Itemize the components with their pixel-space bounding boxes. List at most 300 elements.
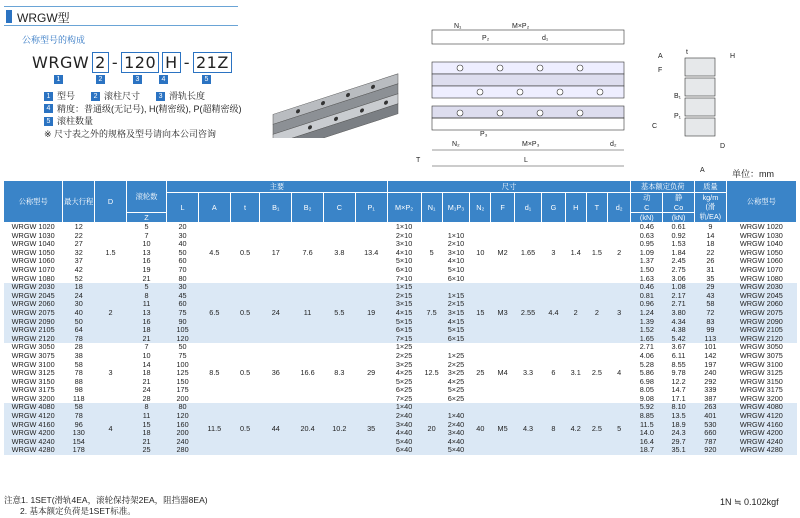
table-cell: 60	[167, 257, 199, 266]
hdr-b2: B₂	[292, 193, 324, 223]
table-cell: 29.7	[663, 438, 695, 447]
table-cell: 5	[421, 223, 442, 284]
table-cell: 58	[63, 361, 95, 370]
table-cell: 0.95	[631, 240, 663, 249]
table-cell: 175	[167, 386, 199, 395]
table-cell: 150	[167, 378, 199, 387]
table-cell: WRGW 1030	[726, 232, 796, 241]
label-c: C	[652, 123, 658, 130]
table-row	[4, 343, 797, 352]
label-l: L	[524, 157, 528, 164]
table-cell: 2.75	[663, 266, 695, 275]
product-photo	[268, 58, 413, 138]
hdr-h: H	[565, 193, 586, 223]
hdr-l: L	[167, 193, 199, 223]
legend-text: 精度：普通级(无记号), H(精密级), P(超精密级)	[57, 103, 242, 114]
hdr-mass: 质量	[694, 181, 726, 193]
table-cell: WRGW 2075	[4, 309, 63, 318]
table-row	[4, 283, 797, 292]
table-cell: 5×15	[442, 326, 470, 335]
table-cell: 4×40	[442, 438, 470, 447]
table-cell: WRGW 2120	[4, 335, 63, 344]
table-cell: 4.5	[198, 223, 230, 284]
table-cell: 6×10	[442, 275, 470, 284]
label-d: D	[720, 143, 726, 150]
table-cell: 4×10	[387, 249, 421, 258]
unit-label: 单位：mm	[732, 169, 774, 179]
legend-num: 1	[44, 92, 53, 101]
table-cell: 197	[694, 361, 726, 370]
table-cell: 6.98	[631, 378, 663, 387]
hdr-d2: d₂	[607, 193, 630, 223]
table-cell	[442, 223, 470, 232]
table-cell: 660	[694, 429, 726, 438]
table-cell: 16.6	[292, 343, 324, 403]
table-cell: 1×40	[442, 412, 470, 421]
table-cell: 3	[607, 283, 630, 343]
table-row	[4, 403, 797, 412]
table-cell: 14.7	[663, 386, 695, 395]
label-side-t: t	[686, 49, 688, 56]
legend-text: 型号	[57, 91, 76, 101]
table-cell: WRGW 2090	[726, 318, 796, 327]
table-cell: 42	[63, 266, 95, 275]
label-a: A	[658, 53, 663, 60]
number-badge: 3	[133, 75, 142, 84]
table-cell: 2.55	[514, 283, 542, 343]
table-cell: 8.10	[663, 403, 695, 412]
table-cell: 5×25	[442, 386, 470, 395]
table-cell: 5×15	[387, 318, 421, 327]
hdr-model2: 公称型号	[726, 181, 796, 223]
table-cell: 50	[167, 249, 199, 258]
legend-num: 4	[44, 104, 53, 113]
table-cell: WRGW 2045	[726, 292, 796, 301]
table-cell: WRGW 1080	[726, 275, 796, 284]
table-cell: WRGW 3075	[4, 352, 63, 361]
table-cell: 5	[126, 223, 166, 232]
table-cell	[442, 343, 470, 352]
table-cell: 30	[167, 232, 199, 241]
table-cell: 10.2	[323, 403, 355, 455]
title-marker	[6, 10, 12, 23]
legend-num: 2	[91, 92, 100, 101]
table-cell: 1.09	[631, 249, 663, 258]
number-badge: 1	[54, 75, 63, 84]
table-cell: 2.71	[663, 300, 695, 309]
label-f: F	[658, 67, 663, 74]
table-cell: WRGW 1050	[4, 249, 63, 258]
legend-text: 滚柱尺寸	[104, 91, 141, 101]
table-cell: 3.8	[323, 223, 355, 284]
legend-note: ※ 尺寸表之外的规格及型号请向本公司咨询	[44, 128, 217, 139]
label-h: H	[730, 53, 736, 60]
table-cell: 13	[126, 309, 166, 318]
table-cell: 43	[694, 292, 726, 301]
table-cell: 4.4	[542, 283, 565, 343]
table-cell: 4	[95, 403, 127, 455]
table-cell: 6.5	[198, 283, 230, 343]
table-cell: 8	[126, 292, 166, 301]
table-cell: WRGW 4240	[726, 438, 796, 447]
table-cell: 5×10	[442, 266, 470, 275]
label-p2: P₂	[482, 35, 490, 42]
table-cell: 78	[63, 412, 95, 421]
table-cell: 11	[126, 300, 166, 309]
table-cell: 1.52	[631, 326, 663, 335]
table-cell: 32	[63, 249, 95, 258]
table-cell: 118	[63, 395, 95, 404]
table-cell: 0.81	[631, 292, 663, 301]
table-cell: 6.11	[663, 352, 695, 361]
table-cell: 4.38	[663, 326, 695, 335]
table-cell: 36	[260, 343, 292, 403]
table-cell: 35.1	[663, 446, 695, 455]
hdr-static: 静 Co	[663, 193, 695, 213]
table-cell: WRGW 3125	[726, 369, 796, 378]
table-cell: 1.08	[663, 283, 695, 292]
hdr-dims: 尺寸	[387, 181, 631, 193]
hdr-stroke: 最大行程	[63, 181, 95, 223]
table-cell: 3×40	[387, 421, 421, 430]
table-cell: 11.5	[631, 421, 663, 430]
hdr-kn1: (kN)	[631, 213, 663, 223]
hdr-m1p3: M₁P₃	[442, 193, 470, 223]
table-cell: 44	[260, 403, 292, 455]
label-d1: d₁	[542, 35, 549, 42]
subtitle: 公称型号的构成	[22, 35, 86, 45]
table-cell: 10	[126, 240, 166, 249]
table-cell: 75	[167, 352, 199, 361]
table-cell: WRGW 4120	[4, 412, 63, 421]
table-cell: 16	[126, 318, 166, 327]
table-cell: WRGW 2060	[4, 300, 63, 309]
table-cell: WRGW 2030	[4, 283, 63, 292]
table-cell: 80	[167, 275, 199, 284]
hdr-z: Z	[126, 213, 166, 223]
table-cell: 21	[126, 438, 166, 447]
table-cell: 2×40	[387, 412, 421, 421]
table-cell: 5	[607, 403, 630, 455]
table-cell: WRGW 1030	[4, 232, 63, 241]
model-part: 120	[121, 52, 159, 73]
label-p3: P₃	[480, 131, 488, 138]
table-cell: 10	[470, 223, 491, 284]
table-cell: 5.28	[631, 361, 663, 370]
table-cell: 9.78	[663, 369, 695, 378]
table-cell: WRGW 4280	[726, 446, 796, 455]
table-cell: 17	[260, 223, 292, 284]
legend-text: 滚柱数量	[57, 116, 94, 126]
label-mxp3: M×P₃	[522, 141, 540, 148]
note-1: 注意1. 1SET(滑轨4EA，滚轮保持架2EA，阻挡器8EA)	[4, 495, 208, 505]
table-cell: 4.3	[514, 403, 542, 455]
table-cell: 0.5	[230, 223, 260, 284]
table-cell: 240	[167, 438, 199, 447]
hdr-mxp2: M×P₂	[387, 193, 421, 223]
label-b1: B₁	[674, 93, 682, 100]
table-cell: 6×40	[387, 446, 421, 455]
table-cell: 15	[126, 421, 166, 430]
table-cell: 6×25	[442, 395, 470, 404]
table-cell: WRGW 3175	[4, 386, 63, 395]
table-cell: 38	[63, 352, 95, 361]
table-cell: 3.06	[663, 275, 695, 284]
hdr-dynamic: 动 C	[631, 193, 663, 213]
table-cell: 4.34	[663, 318, 695, 327]
table-cell	[442, 403, 470, 412]
table-cell: WRGW 4240	[4, 438, 63, 447]
table-cell: 18	[694, 240, 726, 249]
side-view-drawing	[650, 18, 760, 178]
table-cell: 120	[167, 335, 199, 344]
table-cell: 75	[167, 309, 199, 318]
table-cell: 4.06	[631, 352, 663, 361]
table-cell: 1.50	[631, 266, 663, 275]
table-cell: 27	[63, 240, 95, 249]
table-cell: 9	[694, 223, 726, 232]
table-cell: 4×15	[387, 309, 421, 318]
table-row	[4, 223, 797, 232]
hdr-c: C	[323, 193, 355, 223]
table-cell: 2.71	[631, 343, 663, 352]
table-cell: 90	[167, 318, 199, 327]
table-cell: WRGW 1020	[726, 223, 796, 232]
hdr-f: F	[491, 193, 514, 223]
table-cell: M2	[491, 223, 514, 284]
table-cell: 5×40	[442, 446, 470, 455]
hdr-mass-unit: kg/m (滑轨/EA)	[694, 193, 726, 223]
table-cell: WRGW 2075	[726, 309, 796, 318]
table-cell: 4×10	[442, 257, 470, 266]
table-cell: WRGW 1040	[4, 240, 63, 249]
table-cell: WRGW 2030	[726, 283, 796, 292]
table-cell: 2×40	[442, 421, 470, 430]
table-cell: 2.45	[663, 257, 695, 266]
table-cell: 5.92	[631, 403, 663, 412]
table-cell: 1×15	[387, 283, 421, 292]
table-cell: WRGW 2105	[726, 326, 796, 335]
table-cell: 100	[167, 361, 199, 370]
table-cell: 2	[607, 223, 630, 284]
table-cell: 7.6	[292, 223, 324, 284]
table-cell: 120	[167, 412, 199, 421]
table-cell: 45	[167, 292, 199, 301]
table-cell: 8.85	[631, 412, 663, 421]
table-cell: 2×25	[387, 352, 421, 361]
table-cell: 3.1	[565, 343, 586, 403]
model-part: -	[183, 52, 190, 72]
table-cell: 3×15	[387, 300, 421, 309]
table-cell: 3×15	[442, 309, 470, 318]
table-cell: 7	[126, 232, 166, 241]
table-cell: 83	[694, 318, 726, 327]
hdr-n2: N₂	[470, 193, 491, 223]
table-cell: 18	[126, 369, 166, 378]
table-cell: 105	[167, 326, 199, 335]
table-cell: 401	[694, 412, 726, 421]
table-cell: 50	[63, 318, 95, 327]
table-cell: 0.5	[230, 343, 260, 403]
hdr-d1: d₁	[514, 193, 542, 223]
table-cell: 64	[63, 326, 95, 335]
table-cell: 6×10	[387, 266, 421, 275]
table-cell: 0.46	[631, 283, 663, 292]
table-cell: 1.63	[631, 275, 663, 284]
table-cell: 2.5	[586, 403, 607, 455]
table-cell: 3×10	[442, 249, 470, 258]
table-cell: 5	[126, 283, 166, 292]
table-cell: WRGW 4080	[4, 403, 63, 412]
table-cell: 1.24	[631, 309, 663, 318]
table-cell: 920	[694, 446, 726, 455]
model-numbers	[46, 75, 246, 85]
table-cell: 113	[694, 335, 726, 344]
table-cell: 7	[126, 343, 166, 352]
table-cell: WRGW 3175	[726, 386, 796, 395]
table-cell: 1.5	[95, 223, 127, 284]
table-cell: 18	[126, 326, 166, 335]
table-cell: 8.55	[663, 361, 695, 370]
table-cell: 1.39	[631, 318, 663, 327]
table-cell: WRGW 1060	[726, 257, 796, 266]
table-cell: WRGW 2120	[726, 335, 796, 344]
table-cell: 2×15	[442, 300, 470, 309]
table-cell: 16	[126, 257, 166, 266]
model-part: -	[111, 52, 119, 72]
table-cell: 4.2	[565, 403, 586, 455]
hdr-kn2: (kN)	[663, 213, 695, 223]
table-cell: 1×25	[442, 352, 470, 361]
legend-text: 滑轨长度	[169, 91, 206, 101]
table-cell: WRGW 3050	[726, 343, 796, 352]
table-cell: WRGW 4120	[726, 412, 796, 421]
table-cell: WRGW 2045	[4, 292, 63, 301]
table-cell: 28	[63, 343, 95, 352]
table-cell: 37	[63, 257, 95, 266]
table-cell: 787	[694, 438, 726, 447]
table-cell: 24	[260, 283, 292, 343]
table-cell: WRGW 3100	[726, 361, 796, 370]
table-cell: 292	[694, 378, 726, 387]
table-cell: 0.96	[631, 300, 663, 309]
table-cell: 26	[694, 257, 726, 266]
legend-num: 5	[44, 117, 53, 126]
label-p1: P₁	[674, 113, 682, 120]
table-cell: 13.5	[663, 412, 695, 421]
table-cell: 0.46	[631, 223, 663, 232]
table-cell: 18	[63, 283, 95, 292]
table-cell: WRGW 3200	[4, 395, 63, 404]
hdr-rollers: 滚轮数	[126, 181, 166, 213]
table-cell: 200	[167, 395, 199, 404]
table-cell: 18.9	[663, 421, 695, 430]
table-cell: 72	[694, 309, 726, 318]
table-cell: 20	[167, 223, 199, 232]
table-cell: 11	[126, 412, 166, 421]
table-cell: 21	[126, 378, 166, 387]
table-cell: 40	[167, 240, 199, 249]
table-cell: 1.4	[565, 223, 586, 284]
table-cell: WRGW 2105	[4, 326, 63, 335]
table-cell: 88	[63, 378, 95, 387]
table-cell: WRGW 3200	[726, 395, 796, 404]
table-cell: 4×40	[387, 429, 421, 438]
table-cell: 58	[63, 403, 95, 412]
table-cell: 1.84	[663, 249, 695, 258]
table-cell: 6	[542, 343, 565, 403]
table-cell: 125	[167, 369, 199, 378]
table-cell: 0.63	[631, 232, 663, 241]
table-cell: 24	[126, 386, 166, 395]
table-cell: 4×15	[442, 318, 470, 327]
table-cell: 6×25	[387, 386, 421, 395]
table-cell: 8	[542, 403, 565, 455]
table-cell: 339	[694, 386, 726, 395]
hdr-tt: T	[586, 193, 607, 223]
table-cell: 8.3	[323, 343, 355, 403]
model-part: WRGW	[32, 52, 90, 72]
spec-table-body	[4, 223, 797, 456]
table-cell: 8	[126, 403, 166, 412]
table-cell	[442, 283, 470, 292]
table-cell: 2.5	[586, 343, 607, 403]
table-cell: 22	[63, 232, 95, 241]
table-cell: WRGW 2060	[726, 300, 796, 309]
table-cell: 11	[292, 283, 324, 343]
hdr-b1: B₁	[260, 193, 292, 223]
table-cell: 1×15	[442, 292, 470, 301]
table-cell: M4	[491, 343, 514, 403]
table-cell: 28	[126, 395, 166, 404]
table-cell: 7×10	[387, 275, 421, 284]
table-cell: 12.5	[421, 343, 442, 403]
table-cell: 40	[63, 309, 95, 318]
hdr-p1: P₁	[355, 193, 387, 223]
number-badge: 2	[96, 75, 105, 84]
table-cell: 19	[126, 266, 166, 275]
table-cell: 2	[95, 283, 127, 343]
table-cell: 3	[542, 223, 565, 284]
table-cell: WRGW 3150	[4, 378, 63, 387]
table-cell: 15	[470, 283, 491, 343]
model-code	[32, 51, 232, 73]
table-cell: 35	[694, 275, 726, 284]
table-cell: 12.2	[663, 378, 695, 387]
table-cell: 5.5	[323, 283, 355, 343]
table-cell: 14	[126, 361, 166, 370]
table-cell: 29	[355, 343, 387, 403]
table-cell: 3.67	[663, 343, 695, 352]
table-cell: 142	[694, 352, 726, 361]
table-cell: 29	[694, 283, 726, 292]
table-cell: 7.5	[421, 283, 442, 343]
table-cell: WRGW 3150	[726, 378, 796, 387]
table-cell: 40	[470, 403, 491, 455]
table-cell: 0.5	[230, 283, 260, 343]
table-cell: 8.05	[631, 386, 663, 395]
table-cell: 530	[694, 421, 726, 430]
table-cell: 1×10	[442, 232, 470, 241]
table-cell: 240	[694, 369, 726, 378]
label-n2: N₂	[452, 141, 460, 148]
table-cell: 3×40	[442, 429, 470, 438]
table-cell: 3×25	[442, 369, 470, 378]
table-cell: 1.65	[514, 223, 542, 284]
table-cell: WRGW 4080	[726, 403, 796, 412]
table-cell: 160	[167, 421, 199, 430]
table-cell: WRGW 4160	[726, 421, 796, 430]
